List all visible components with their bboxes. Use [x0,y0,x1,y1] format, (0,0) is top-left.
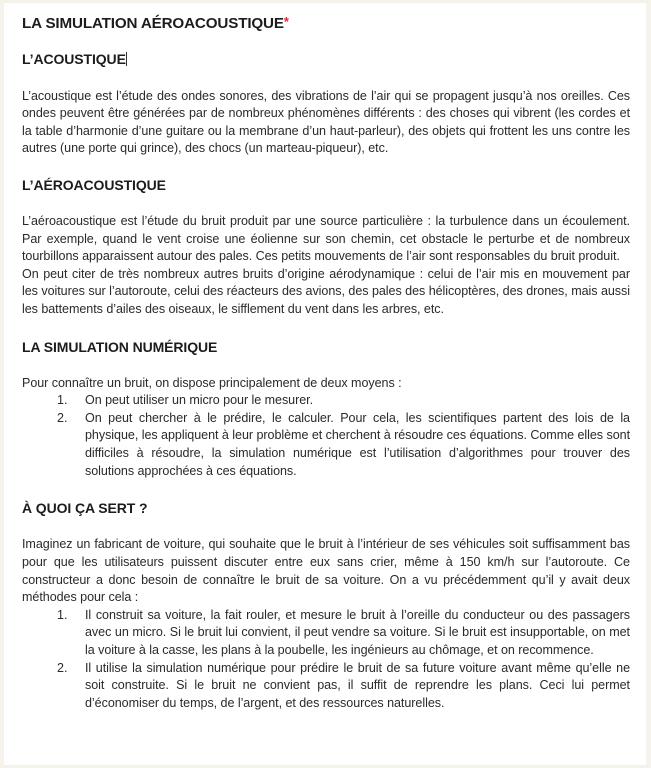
list-methodes-constructeur [22,607,630,713]
paragraph-aeroacoustique-2: On peut citer de très nombreux autres bruits d’origine aérodynamique : celui de l’air mis en mouvement par les voitures sur l’autoroute, celui des réacteurs des avions, des pales des hélicoptères, des drones, mais aussi les battements d’ailes des oiseaux, le sifflement du vent dans les arbres, etc. [22,266,630,316]
list-item: On peut chercher à le prédire, le calculer. Pour cela, les scientifiques partent des lois de la physique, les appliquent à leur problème et cherchent à résoudre ces équations. Comme elles sont difficiles à résoudre, la simulation numérique est l’utilisation d’algorithmes pour trouver des solutions approchées à ces équations. [85,410,630,478]
page-title [22,15,630,32]
heading-simulation-numerique: LA SIMULATION NUMÉRIQUE [22,338,218,355]
list-item: On peut utiliser un micro pour le mesurer. [85,393,314,408]
paragraph-simulation-intro: Pour connaître un bruit, on dispose principalement de deux moyens : [22,375,402,390]
list-item: Il utilise la simulation numérique pour prédire le bruit de sa future voiture avant même qu’elle ne soit construite. Si le bruit ne convient pas, il suffit de reprendre les plans. Ceci lui permet d’économiser du temps, de l’argent, et des ressources naturelles. [85,660,630,710]
heading-acoustique-text: L’ACOUSTIQUE [22,51,126,68]
heading-aeroacoustique: L’AÉROACOUSTIQUE [22,176,166,193]
document-body [4,3,646,765]
page-title-text: LA SIMULATION AÉROACOUSTIQUE [22,15,284,32]
paragraph-aeroacoustique-1: L’aéroacoustique est l’étude du bruit produit par une source particulière : la turbulence dans un écoulement. Par exemple, quand le vent croise une éolienne sur son chemin, cet obstacle le perturbe et de nombreux tourbillons apparaissent autour des pales. Ces petits mouvements de l’air sont responsables du bruit produit. [22,214,630,264]
list-item: Il construit sa voiture, la fait rouler, et mesure le bruit à l’oreille du conducteur ou des passagers avec un micro. Si le bruit lui convient, il peut vendre sa voiture. Si le bruit est insupportable, on met la voiture à la casse, les plans à la poubelle, les ingénieurs au chômage, et on recommence. [85,607,630,657]
paragraph-a-quoi-ca-sert-intro: Imaginez un fabricant de voiture, qui souhaite que le bruit à l’intérieur de ses véhicules soit suffisamment bas pour que les utilisateurs puissent discuter entre eux sans crier, même à 150 km/h sur l’autoroute. Ce constructeur a donc besoin de connaître le bruit de sa voiture. On a vu précédemment qu’il y avait deux méthodes pour cela : [22,537,630,605]
title-asterisk-marker: * [283,14,289,29]
paragraph-acoustique-1: L’acoustique est l’étude des ondes sonores, des vibrations de l’air qui se propagent jusqu’à nos oreilles. Ces ondes peuvent être générées par de nombreux phénomènes différents : des choses qui vibrent (les cordes et la table d’harmonie d’une guitare ou la membrane d’un haut-parleur), des objets qui frottent les uns contre les autres (une porte qui grince), des chocs (un marteau-piqueur), etc. [22,88,630,156]
heading-a-quoi-ca-sert: À QUOI ÇA SERT ? [22,500,148,517]
heading-acoustique [22,51,630,67]
text-cursor-caret [126,52,127,66]
list-methodes-mesure [22,392,630,480]
